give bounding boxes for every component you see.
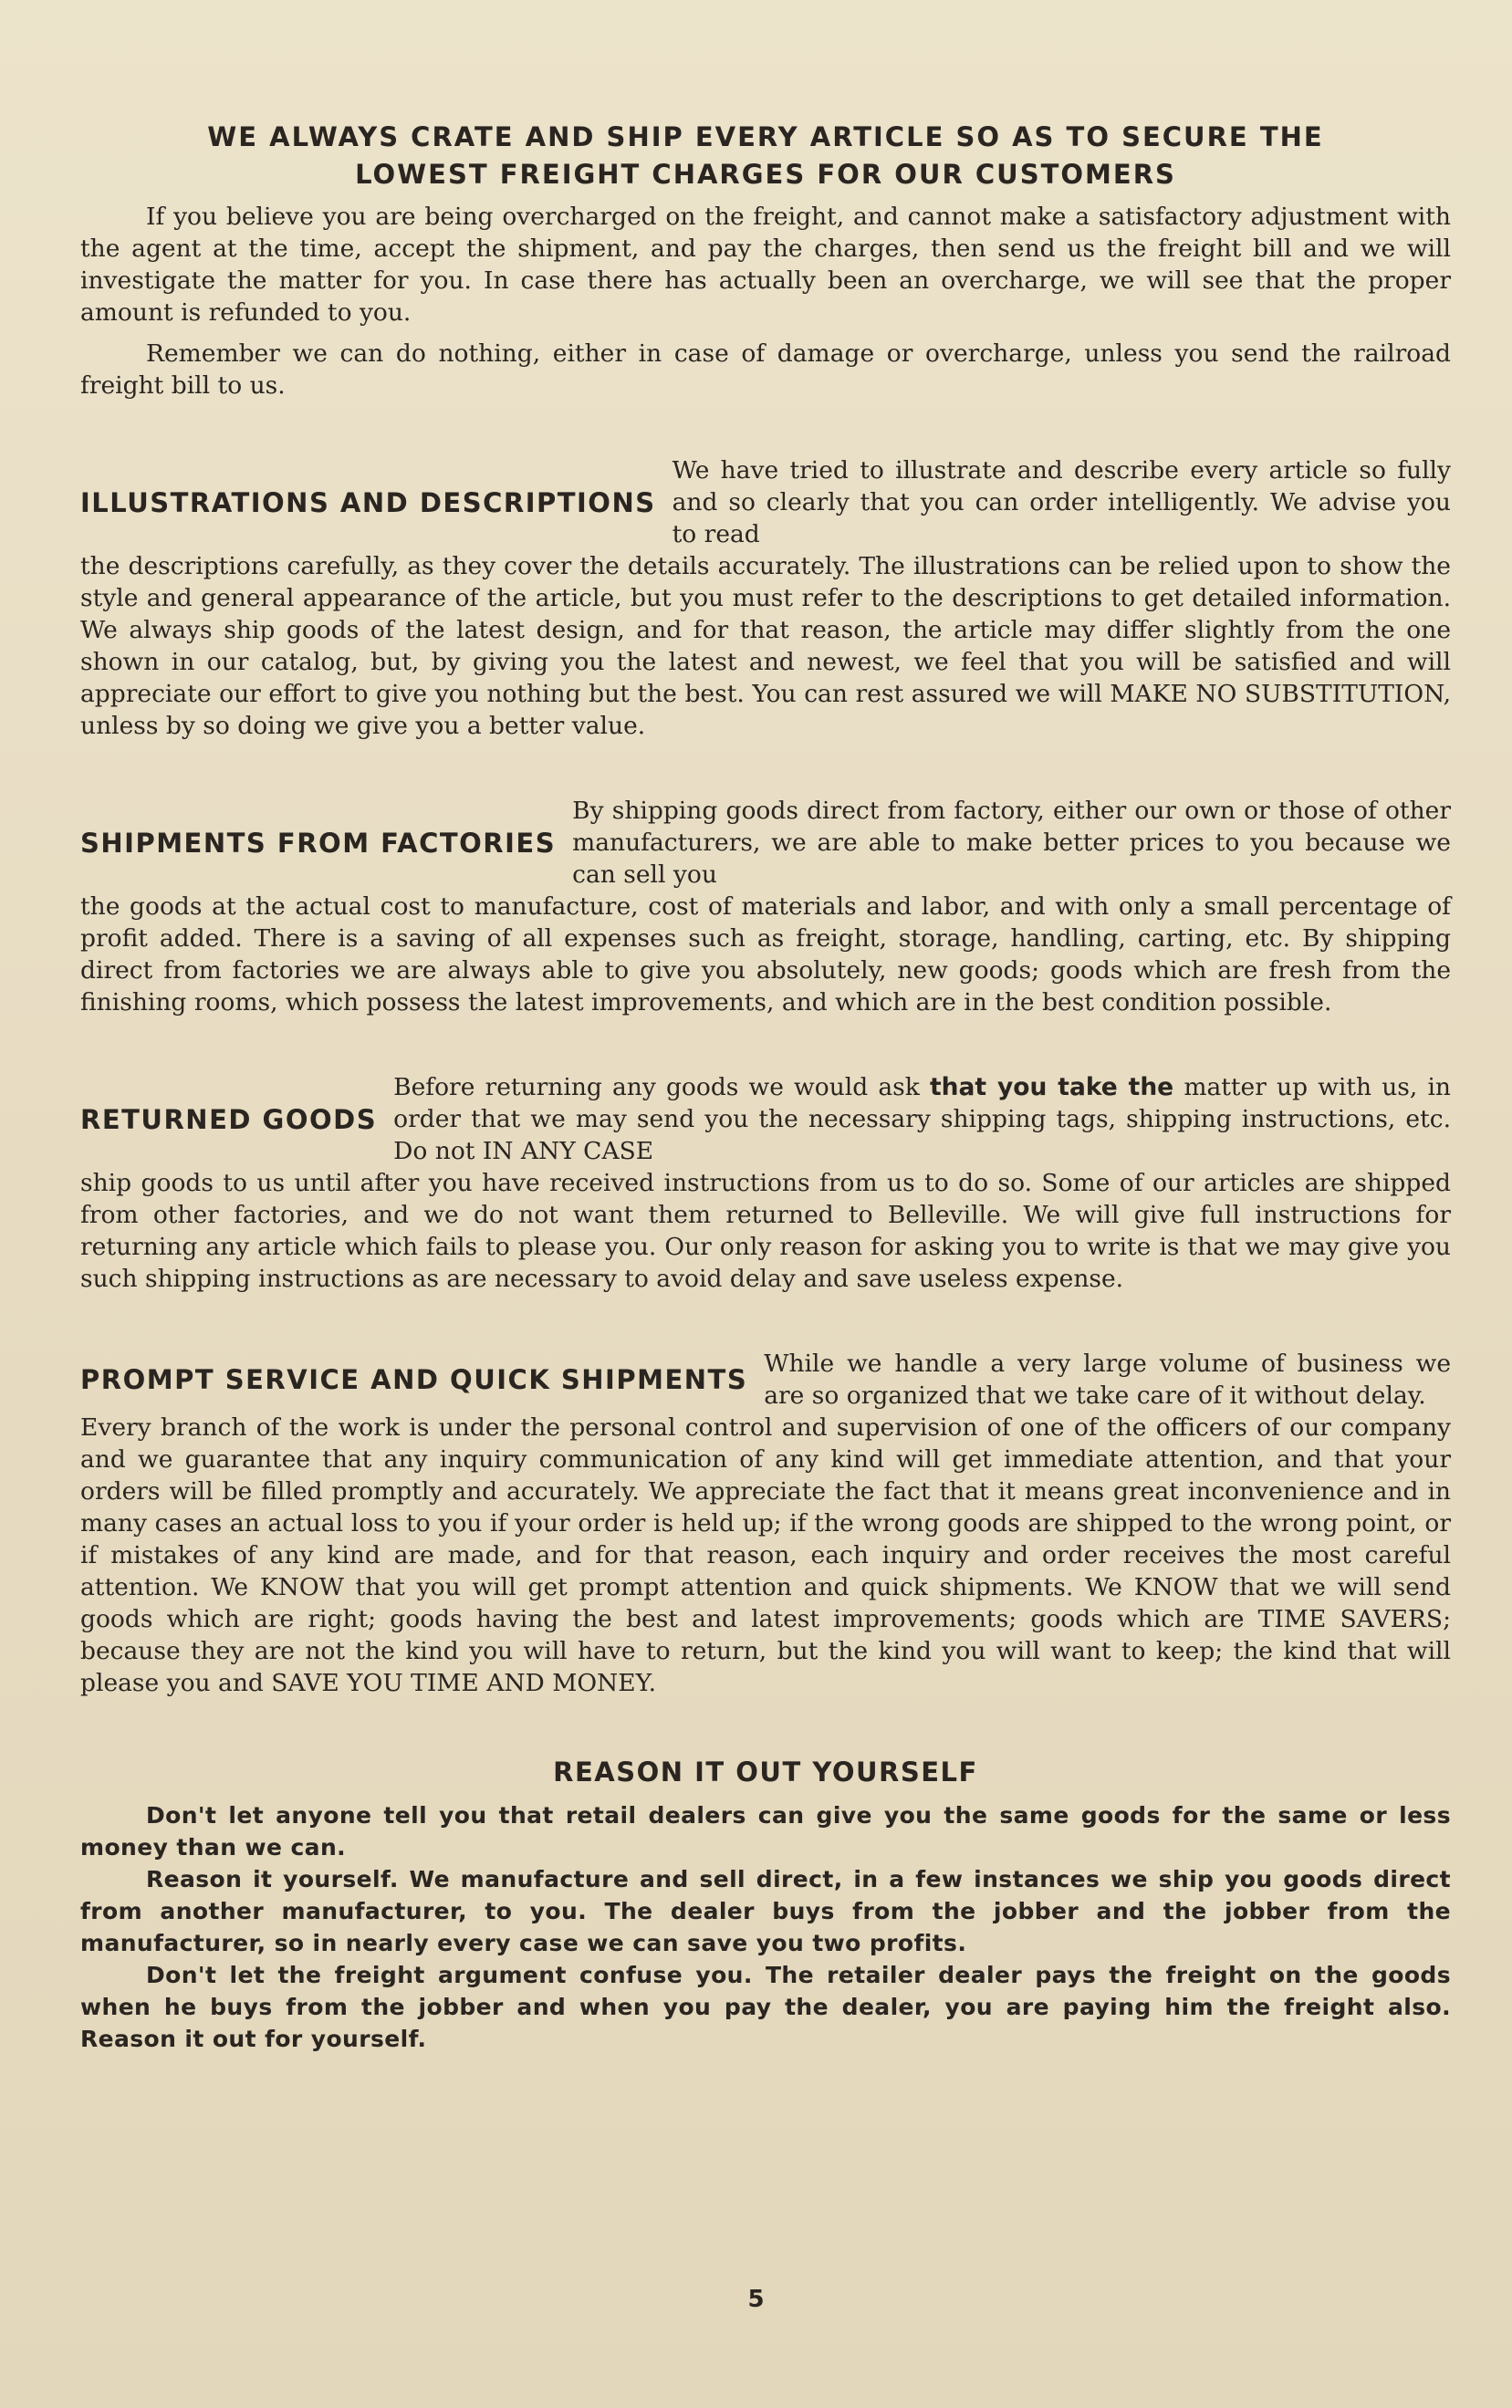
freight-title-line2: LOWEST FREIGHT CHARGES FOR OUR CUSTOMERS xyxy=(355,159,1176,190)
returned-side-emphasis: that you take the xyxy=(929,1073,1174,1101)
illustrations-body: the descriptions carefully, as they cover the details accurately. The illustrations can be relied upon to show the style and general appearance of the article, but you must refer to the descriptions to get detailed information. We always ship goods of the latest design, and for that reason, the article may differ slightly from the one shown in our catalog, but, by giving you the latest and newest, we feel that you will be satisfied and will appreciate our effort to give you nothing but the best. You can rest assured we will MAKE NO SUBSTITUTION, unless by so doing we give you a better value. xyxy=(80,552,1451,740)
returned-section xyxy=(80,1071,1451,1295)
returned-heading: RETURNED GOODS xyxy=(80,1103,378,1135)
freight-section xyxy=(80,119,1451,401)
page-content xyxy=(80,119,1451,2055)
freight-title xyxy=(80,119,1451,193)
prompt-header-row xyxy=(80,1348,1451,1412)
reason-section xyxy=(80,1754,1451,2055)
factories-header-row xyxy=(80,795,1451,891)
illustrations-side-text: We have tried to illustrate and describe every article so fully and so clearly that you can order intelligently. We advise you to read xyxy=(672,456,1451,548)
illustrations-heading: ILLUSTRATIONS AND DESCRIPTIONS xyxy=(80,486,656,518)
prompt-body: Every branch of the work is under the personal control and supervision of one of the officers of our company and we guarantee that any inquiry communication of any kind will get immediate attention, and that your orders will be filled promptly and accurately. We appreciate the fact that it means great inconvenience and in many cases an actual loss to you if your order is held up; if the wrong goods are shipped to the wrong point, or if mistakes of any kind are made, and for that reason, each inquiry and order receives the most careful attention. We KNOW that you will get prompt attention and quick shipments. We KNOW that we will send goods which are right; goods having the best and latest improvements; goods which are TIME SAVERS; because they are not the kind you will have to return, but the kind you will want to keep; the kind that will please you and SAVE YOU TIME AND MONEY. xyxy=(80,1413,1451,1697)
reason-paragraph-1: Don't let anyone tell you that retail dealers can give you the same goods for the same or less money than we can. xyxy=(80,1802,1451,1861)
prompt-side-text: While we handle a very large volume of business we are so organized that we take care of it without delay. xyxy=(764,1350,1451,1410)
factories-heading: SHIPMENTS FROM FACTORIES xyxy=(80,827,557,859)
freight-title-line1: WE ALWAYS CRATE AND SHIP EVERY ARTICLE SO AS TO SECURE THE xyxy=(207,121,1324,152)
freight-paragraph-2: Remember we can do nothing, either in case of damage or overcharge, unless you send the railroad freight bill to us. xyxy=(80,339,1451,400)
factories-body: the goods at the actual cost to manufacture, cost of materials and labor, and with only a small percentage of profit added. There is a saving of all expenses such as freight, storage, handling, carting, etc. By shipping direct from factories we are always able to give you absolutely, new goods; goods which are fresh from the finishing rooms, which possess the latest improvements, and which are in the best condition possible. xyxy=(80,892,1451,1016)
returned-side-text xyxy=(393,1071,1451,1167)
prompt-section xyxy=(80,1348,1451,1699)
illustrations-header-row xyxy=(80,454,1451,550)
freight-paragraph-1: If you believe you are being overcharged on the freight, and cannot make a satisfactory adjustment with the agent at the time, accept the shipment, and pay the charges, then send us the freight bill and we will investigate the matter for you. In case there has actually been an overcharge, we will see that the proper amount is refunded to you. xyxy=(80,203,1451,327)
illustrations-section xyxy=(80,454,1451,742)
reason-paragraph-3: Don't let the freight argument confuse you. The retailer dealer pays the freight on the goods when he buys from the jobber and when you pay the dealer, you are paying him the freight also. Reason it out for yourself. xyxy=(80,1962,1451,2052)
factories-section xyxy=(80,795,1451,1018)
reason-title: REASON IT OUT YOURSELF xyxy=(553,1756,978,1788)
reason-paragraph-2: Reason it yourself. We manufacture and sell direct, in a few instances we ship you goods direct from another manufacturer, to you. The dealer buys from the jobber and the jobber from the manufacturer, so in nearly every case we can save you two profits. xyxy=(80,1866,1451,1956)
returned-body: ship goods to us until after you have received instructions from us to do so. Some of our articles are shipped from other factories, and we do not want them returned to Belleville. We will give full instructions for returning any article which fails to please you. Our only reason for asking you to write is that we may give you such shipping instructions as are necessary to avoid delay and save useless expense. xyxy=(80,1169,1451,1293)
factories-side-text: By shipping goods direct from factory, either our own or those of other manufacturers, we are able to make better prices to you because we can sell you xyxy=(572,797,1451,889)
returned-side-text-a: Before returning any goods we would ask xyxy=(393,1073,930,1101)
returned-side-text-b: matter up with us, in order that we may send you the necessary shipping tags, shipping instructions, etc. Do not IN ANY CASE xyxy=(393,1073,1452,1165)
returned-header-row xyxy=(80,1071,1451,1167)
page-number: 5 xyxy=(747,2286,765,2313)
prompt-heading: PROMPT SERVICE AND QUICK SHIPMENTS xyxy=(80,1364,748,1395)
